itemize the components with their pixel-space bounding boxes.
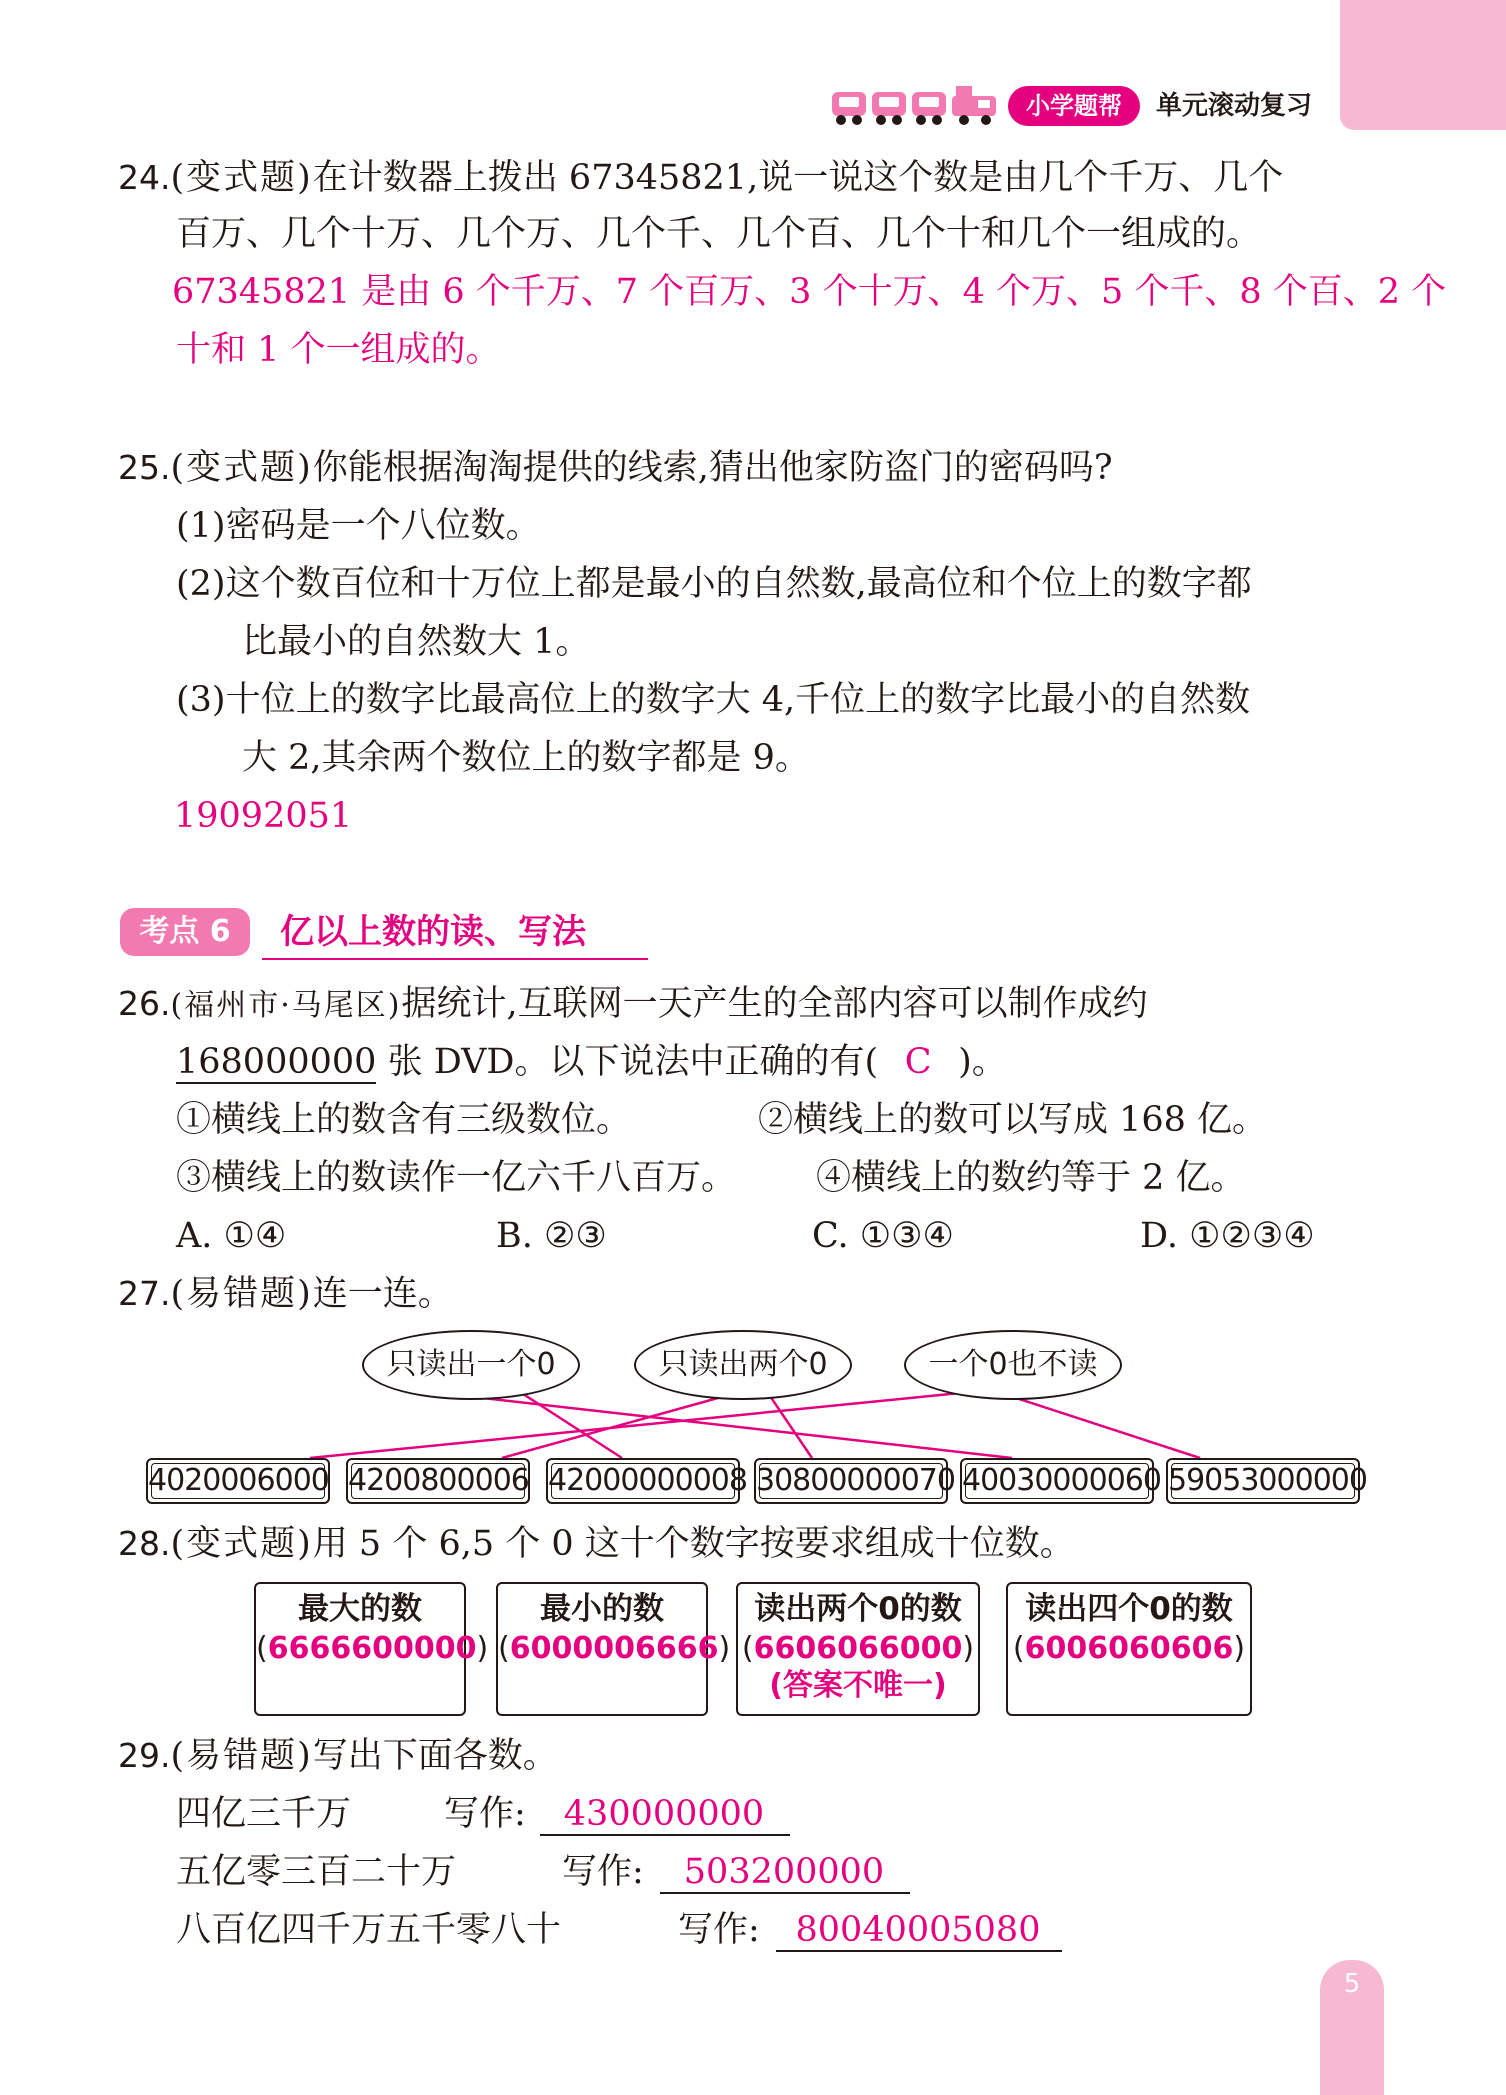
question-text: 连一连。	[312, 1274, 453, 1314]
question-number: 29.	[118, 1736, 171, 1775]
header-tab	[1340, 0, 1506, 130]
write-label: 写作:	[562, 1852, 644, 1892]
option-c: C. ①③④	[812, 1216, 954, 1256]
question-text: 在计数器上拨出 67345821,说一说这个数是由几个千万、几个	[312, 158, 1284, 198]
number-box[interactable]: 30800000070	[754, 1458, 948, 1504]
question-text: 你能根据淘淘提供的线索,猜出他家防盗门的密码吗?	[312, 448, 1113, 488]
card-answer: 6666600000	[267, 1631, 477, 1666]
answer-underline	[776, 1950, 1062, 1952]
write-label: 写作:	[678, 1910, 760, 1950]
question-25	[118, 448, 1113, 488]
card-title: 读出四个0的数	[1025, 1591, 1233, 1627]
write-answer[interactable]: 80040005080	[795, 1910, 1041, 1950]
answer-underline	[540, 1834, 790, 1836]
write-item-words: 八百亿四千万五千零八十	[176, 1910, 562, 1950]
write-answer[interactable]: 503200000	[683, 1852, 885, 1892]
section-underline	[262, 958, 648, 960]
question-tag: (变式题)	[170, 1524, 313, 1564]
option-d: D. ①②③④	[1140, 1216, 1315, 1256]
answer-24-line1: 67345821 是由 6 个千万、7 个百万、3 个十万、4 个万、5 个千、8 个百、2 个	[172, 272, 1447, 312]
page-number: 5	[1343, 1969, 1361, 1999]
write-item-words: 五亿零三百二十万	[176, 1852, 457, 1892]
card-title: 最大的数	[298, 1591, 422, 1627]
match-line	[310, 1392, 970, 1458]
card-two-zeros	[736, 1582, 980, 1716]
question-tag: (变式题)	[170, 448, 313, 488]
card-answer: 6000006666	[509, 1631, 719, 1666]
question-29	[118, 1736, 558, 1776]
question-24	[118, 158, 1283, 198]
clue-3-line1: (3)十位上的数字比最高位上的数字大 4,千位上的数字比最小的自然数	[176, 680, 1251, 720]
question-24-line2: 百万、几个十万、几个万、几个千、几个百、几个十和几个一组成的。	[176, 214, 1262, 254]
question-tag: (福州市·马尾区)	[170, 988, 402, 1023]
number-box[interactable]: 42000000008	[546, 1458, 740, 1504]
question-26	[118, 984, 1148, 1026]
question-text: 张 DVD。以下说法中正确的有(	[387, 1042, 879, 1082]
answer-underline	[660, 1892, 910, 1894]
statement-4: ④横线上的数约等于 2 亿。	[816, 1158, 1246, 1198]
question-26-line2	[176, 1042, 1007, 1082]
match-line	[1010, 1396, 1200, 1458]
category-two-zeros[interactable]: 只读出两个0	[634, 1330, 852, 1400]
clue-1: (1)密码是一个八位数。	[176, 506, 541, 546]
series-title: 单元滚动复习	[1156, 91, 1313, 121]
card-largest	[254, 1582, 489, 1716]
category-no-zero[interactable]: 一个0也不读	[904, 1330, 1122, 1400]
card-smallest	[496, 1582, 731, 1716]
section-badge: 考点 6	[120, 908, 250, 956]
clue-2-line1: (2)这个数百位和十万位上都是最小的自然数,最高位和个位上的数字都	[176, 564, 1252, 604]
page-number-tab	[1320, 1960, 1384, 2095]
answer-26: C	[904, 1042, 932, 1082]
card-answer: 6606066000	[753, 1631, 963, 1666]
question-number: 27.	[118, 1274, 171, 1313]
question-number: 24.	[118, 158, 171, 197]
card-answer: 6006060606	[1024, 1631, 1234, 1666]
brand-badge: 小学题帮	[1008, 86, 1140, 126]
question-text: 写出下面各数。	[312, 1736, 558, 1776]
section-title: 亿以上数的读、写法	[280, 912, 586, 952]
number-box[interactable]: 4200800006	[346, 1458, 530, 1504]
card-title: 最小的数	[540, 1591, 664, 1627]
write-label: 写作:	[444, 1794, 526, 1834]
question-text: 用 5 个 6,5 个 0 这十个数字按要求组成十位数。	[312, 1524, 1075, 1564]
number-box[interactable]: 40030000060	[960, 1458, 1154, 1504]
card-four-zeros	[1006, 1582, 1252, 1716]
option-a: A. ①④	[176, 1216, 287, 1256]
question-tag: (易错题)	[170, 1274, 313, 1314]
card-title: 读出两个0的数	[754, 1591, 962, 1627]
question-number: 25.	[118, 448, 171, 487]
answer-24-line2: 十和 1 个一组成的。	[176, 330, 501, 370]
question-text-end: )。	[958, 1042, 1007, 1082]
answer-25: 19092051	[174, 796, 353, 836]
statement-2: ②横线上的数可以写成 168 亿。	[758, 1100, 1268, 1140]
card-note: (答案不唯一)	[769, 1668, 947, 1703]
question-tag: (易错题)	[170, 1736, 313, 1776]
question-number: 26.	[118, 984, 171, 1023]
statement-1: ①横线上的数含有三级数位。	[176, 1100, 632, 1140]
question-text: 据统计,互联网一天产生的全部内容可以制作成约	[401, 984, 1148, 1024]
card-answer-line: (6606066000)	[741, 1631, 975, 1666]
write-answer[interactable]: 430000000	[563, 1794, 765, 1834]
clue-3-line2: 大 2,其余两个数位上的数字都是 9。	[242, 738, 810, 778]
card-answer-line: (6000006666)	[498, 1631, 731, 1666]
question-number: 28.	[118, 1524, 171, 1563]
match-line	[430, 1392, 1012, 1458]
write-item-words: 四亿三千万	[176, 1794, 352, 1834]
underlined-number: 168000000	[176, 1042, 377, 1082]
card-answer-line: (6006060606)	[1012, 1631, 1246, 1666]
question-27	[118, 1274, 453, 1314]
card-answer-line: (6666600000)	[256, 1631, 489, 1666]
clue-2-line2: 比最小的自然数大 1。	[242, 622, 591, 662]
question-tag: (变式题)	[170, 158, 313, 198]
number-box[interactable]: 59053000000	[1166, 1458, 1360, 1504]
category-one-zero[interactable]: 只读出一个0	[362, 1330, 580, 1400]
number-box[interactable]: 4020006000	[146, 1458, 330, 1504]
match-line	[770, 1396, 812, 1458]
train-icon	[830, 86, 1005, 126]
statement-3: ③横线上的数读作一亿六千八百万。	[176, 1158, 737, 1198]
question-28	[118, 1524, 1075, 1564]
option-b: B. ②③	[496, 1216, 607, 1256]
